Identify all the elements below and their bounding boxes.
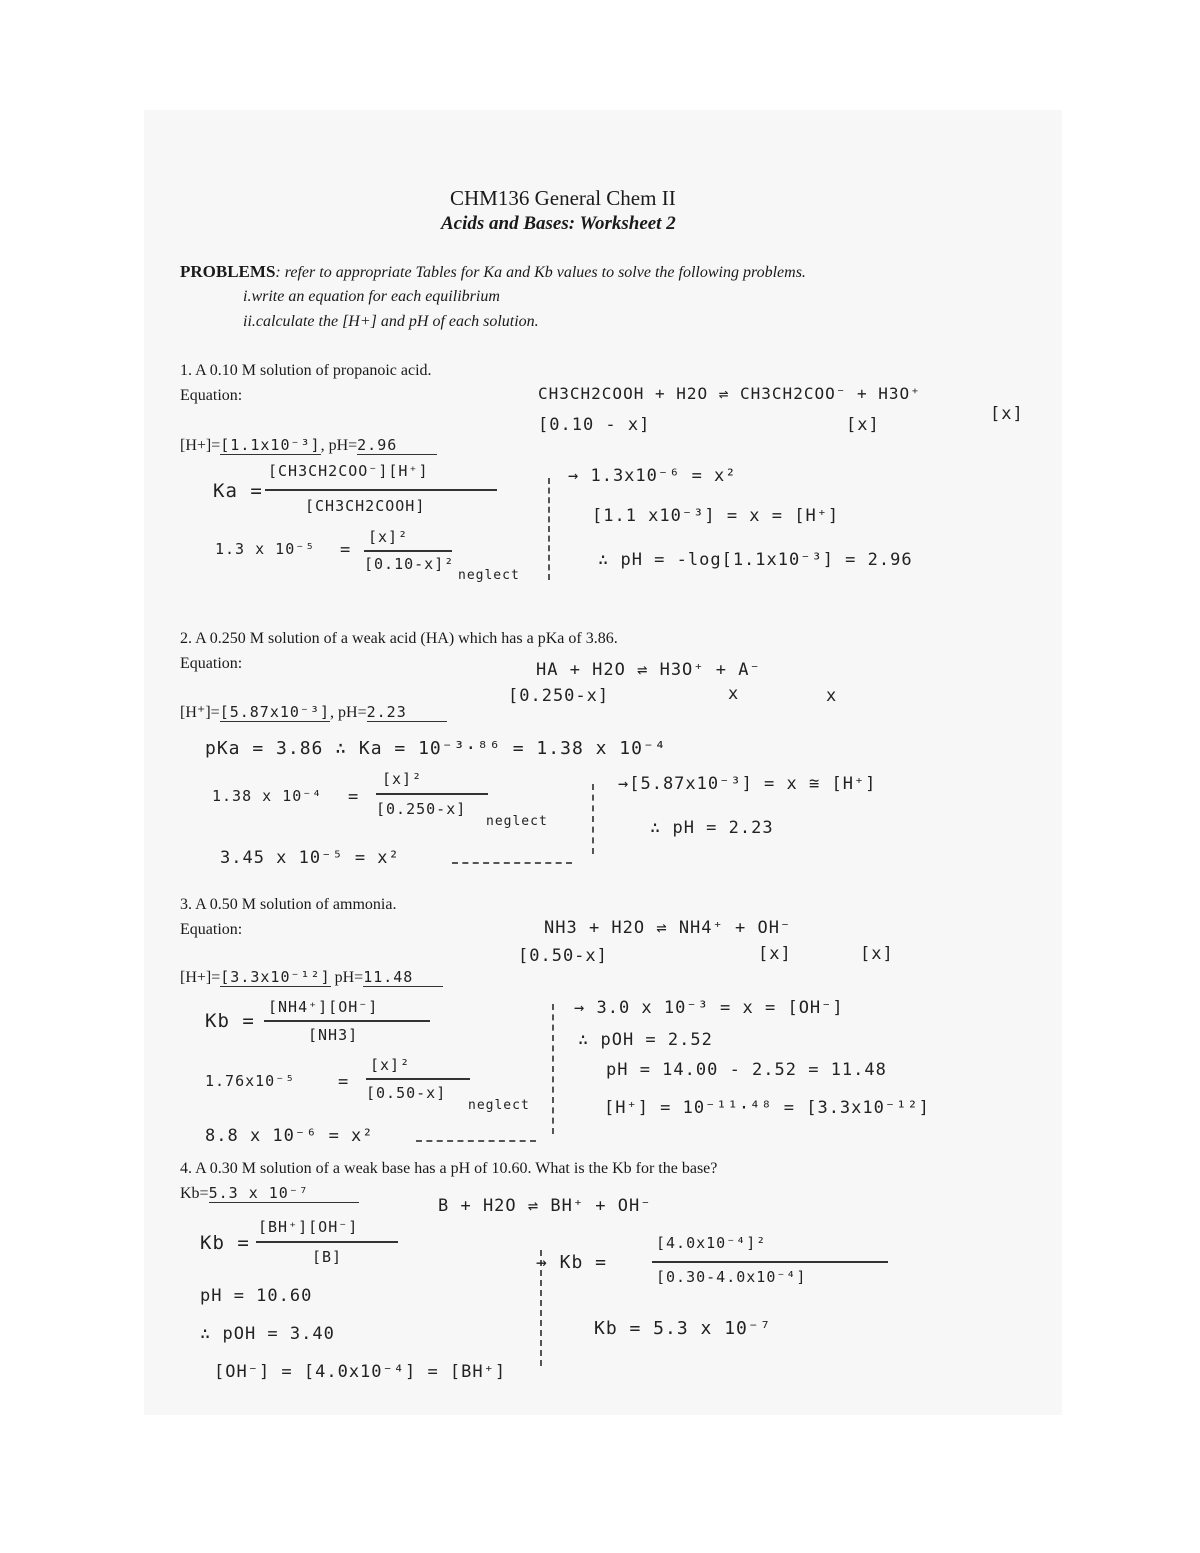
p3-h-label: [H+]= <box>180 969 221 986</box>
p2-step1: →[5.87x10⁻³] = x ≅ [H⁺] <box>618 774 877 794</box>
problems-label: PROBLEMS <box>180 262 276 281</box>
p4-kb-fraction-bar <box>256 1241 398 1243</box>
problems-instruction <box>180 262 806 282</box>
p3-kb-fraction-bar <box>264 1020 430 1022</box>
p4-calc-label: → Kb = <box>536 1252 608 1273</box>
p3-x-denominator: [0.50-x] <box>366 1084 447 1102</box>
p4-calc-fraction-bar <box>652 1261 888 1263</box>
p1-init-h3o: [x] <box>990 404 1024 424</box>
p2-init-a: x <box>826 686 838 706</box>
p2-h-answer <box>180 702 447 722</box>
p4-equation: B + H2O ⇌ BH⁺ + OH⁻ <box>438 1196 652 1216</box>
p1-step1: → 1.3x10⁻⁶ = x² <box>568 466 737 486</box>
p4-kb-label: Kb= <box>180 1185 209 1202</box>
p1-init-base: [x] <box>846 415 880 435</box>
p2-init-acid: [0.250-x] <box>508 686 610 706</box>
p3-equation-label: Equation: <box>180 921 243 938</box>
p3-kb-denominator: [NH3] <box>308 1026 359 1044</box>
p3-step4: [H⁺] = 10⁻¹¹·⁴⁸ = [3.3x10⁻¹²] <box>604 1098 930 1118</box>
p1-ka-value: 1.3 x 10⁻⁵ <box>215 540 316 558</box>
p3-init-oh: [x] <box>860 944 894 964</box>
p4-kb-answer-value: 5.3 x 10⁻⁷ <box>209 1184 359 1203</box>
p3-question: 3. A 0.50 M solution of ammonia. <box>180 896 397 913</box>
p1-ph-value: 2.96 <box>357 436 437 455</box>
p2-step2: ∴ pH = 2.23 <box>650 818 774 838</box>
p2-connector <box>452 862 572 864</box>
worksheet-title: Acids and Bases: Worksheet 2 <box>441 213 676 234</box>
p2-arrow-line <box>592 784 594 854</box>
p2-ka-value: 1.38 x 10⁻⁴ <box>212 787 323 805</box>
p1-x-denominator: [0.10-x]² <box>364 555 455 573</box>
p4-kb-numerator: [BH⁺][OH⁻] <box>258 1218 359 1236</box>
p1-neglect: neglect <box>458 568 520 583</box>
p1-step3: ∴ pH = -log[1.1x10⁻³] = 2.96 <box>598 550 913 570</box>
p1-arrow-line <box>548 478 550 580</box>
p3-x-numerator: [x]² <box>370 1056 411 1074</box>
p1-x-numerator: [x]² <box>368 528 409 546</box>
p3-kb-label: Kb = <box>205 1010 255 1032</box>
p4-result: Kb = 5.3 x 10⁻⁷ <box>594 1318 772 1339</box>
p2-x-fraction-bar <box>376 793 488 795</box>
p2-equation-label: Equation: <box>180 655 243 672</box>
p3-connector <box>416 1140 536 1142</box>
p2-equals: = <box>348 787 360 807</box>
p3-h-value: [3.3x10⁻¹²] <box>220 968 331 986</box>
p1-ph-label: , pH= <box>320 437 358 454</box>
p2-x-numerator: [x]² <box>382 770 423 788</box>
p3-kb-numerator: [NH4⁺][OH⁻] <box>268 998 379 1016</box>
p3-equation: NH3 + H2O ⇌ NH4⁺ + OH⁻ <box>544 918 792 938</box>
p2-h-value: [5.87x10⁻³] <box>219 703 331 721</box>
p3-ph-value: 11.48 <box>363 968 443 987</box>
p3-ph-label: pH= <box>330 969 364 986</box>
p2-ph-value: 2.23 <box>367 703 447 722</box>
p1-equals: = <box>340 540 352 560</box>
p3-neglect: neglect <box>468 1098 530 1113</box>
p1-ka-numerator: [CH3CH2COO⁻][H⁺] <box>268 462 429 480</box>
p4-calc-denominator: [0.30-4.0x10⁻⁴] <box>656 1268 807 1286</box>
p3-init-base: [0.50-x] <box>518 946 608 966</box>
p2-pka-line: pKa = 3.86 ∴ Ka = 10⁻³·⁸⁶ = 1.38 x 10⁻⁴ <box>205 738 667 759</box>
p1-x-fraction-bar <box>364 550 452 552</box>
p1-h-value: [1.1x10⁻³] <box>220 436 321 454</box>
p3-equals: = <box>338 1072 350 1092</box>
p1-init-acid: [0.10 - x] <box>538 415 651 435</box>
p4-calc-numerator: [4.0x10⁻⁴]² <box>656 1234 767 1252</box>
p1-ka-denominator: [CH3CH2COOH] <box>305 497 426 515</box>
p2-x-denominator: [0.250-x] <box>376 800 467 818</box>
p2-x2-line: 3.45 x 10⁻⁵ = x² <box>220 848 400 868</box>
p3-arrow-line <box>552 1004 554 1134</box>
p3-x2-line: 8.8 x 10⁻⁶ = x² <box>205 1126 374 1146</box>
p1-h-answer <box>180 436 437 455</box>
p2-equation: HA + H2O ⇌ H3O⁺ + A⁻ <box>536 660 761 680</box>
p4-kb-expr-label: Kb = <box>200 1232 250 1254</box>
p3-step3: pH = 14.00 - 2.52 = 11.48 <box>606 1060 887 1080</box>
p4-question: 4. A 0.30 M solution of a weak base has a pH of 10.60. What is the Kb for the base? <box>180 1160 718 1177</box>
p2-question: 2. A 0.250 M solution of a weak acid (HA) which has a pKa of 3.86. <box>180 630 618 647</box>
p1-ka-label: Ka = <box>213 480 263 502</box>
instruction-text: : refer to appropriate Tables for Ka and Kb values to solve the following problems. <box>275 264 806 281</box>
p1-question: 1. A 0.10 M solution of propanoic acid. <box>180 362 432 379</box>
instruction-step-ii: ii.calculate the [H+] and pH of each solution. <box>243 313 539 330</box>
p1-step2: [1.1 x10⁻³] = x = [H⁺] <box>592 506 840 526</box>
p3-x-fraction-bar <box>366 1078 470 1080</box>
p3-step1: → 3.0 x 10⁻³ = x = [OH⁻] <box>574 998 844 1018</box>
p2-h-label: [H⁺]= <box>180 704 220 721</box>
p1-equation-label: Equation: <box>180 387 243 404</box>
p1-ka-fraction-bar <box>265 489 497 491</box>
p3-kb-value: 1.76x10⁻⁵ <box>205 1072 296 1090</box>
p3-step2: ∴ pOH = 2.52 <box>578 1030 713 1050</box>
p3-h-answer <box>180 968 443 987</box>
p4-kb-answer <box>180 1184 359 1203</box>
instruction-step-i: i.write an equation for each equilibrium <box>243 288 500 305</box>
p4-kb-denominator: [B] <box>312 1248 343 1266</box>
course-title: CHM136 General Chem II <box>450 186 676 210</box>
p4-oh-line: [OH⁻] = [4.0x10⁻⁴] = [BH⁺] <box>214 1362 507 1382</box>
p2-init-h3o: x <box>728 684 740 704</box>
p2-ph-label: , pH= <box>330 704 367 721</box>
p3-init-nh4: [x] <box>758 944 792 964</box>
p4-ph-line: pH = 10.60 <box>200 1286 313 1306</box>
p4-poh-line: ∴ pOH = 3.40 <box>200 1324 335 1344</box>
p1-h-label: [H+]= <box>180 437 221 454</box>
p1-equation: CH3CH2COOH + H2O ⇌ CH3CH2COO⁻ + H3O⁺ <box>538 384 921 403</box>
p2-neglect: neglect <box>486 814 548 829</box>
